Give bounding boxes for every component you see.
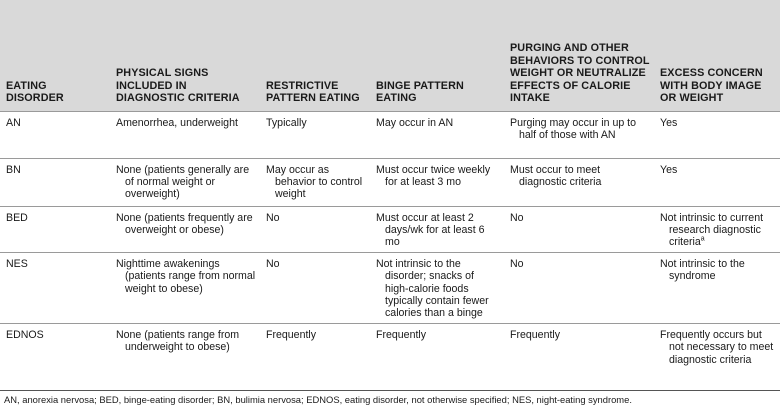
header-purging-behaviors: PURGING AND OTHER BEHAVIORS TO CONTROL WEIGHT OR NEUTRALIZE EFFECTS OF CALORIE INTAKE: [504, 0, 654, 111]
cell-restrictive: No: [260, 253, 370, 324]
cell-purging: Must occur to meet diagnostic criteria: [504, 158, 654, 206]
cell-binge: Must occur twice weekly for at least 3 mo: [370, 158, 504, 206]
cell-purging: Purging may occur in up to half of those with AN: [504, 111, 654, 158]
header-restrictive-pattern: RESTRICTIVE PATTERN EATING: [260, 0, 370, 111]
cell-body-image: Frequently occurs but not necessary to meet diagnostic criteria: [654, 324, 780, 391]
table-row: [0, 111, 780, 158]
cell-physical-signs: Nighttime awakenings (patients range from normal weight to obese): [110, 253, 260, 324]
cell-body-image: Not intrinsic to current research diagnostic criteria$^a$: [654, 206, 780, 253]
cell-body-image: Yes: [654, 158, 780, 206]
table-row: [0, 324, 780, 391]
header-row: [0, 0, 780, 111]
cell-restrictive: No: [260, 206, 370, 253]
cell-physical-signs: None (patients frequently are overweight or obese): [110, 206, 260, 253]
cell-restrictive: Typically: [260, 111, 370, 158]
cell-binge: Must occur at least 2 days/wk for at least 6 mo: [370, 206, 504, 253]
cell-binge: Frequently: [370, 324, 504, 391]
header-body-image-concern: EXCESS CONCERN WITH BODY IMAGE OR WEIGHT: [654, 0, 780, 111]
header-physical-signs: PHYSICAL SIGNS INCLUDED IN DIAGNOSTIC CRITERIA: [110, 0, 260, 111]
table-row: [0, 253, 780, 324]
cell-purging: No: [504, 253, 654, 324]
header-binge-pattern: BINGE PATTERN EATING: [370, 0, 504, 111]
cell-binge: May occur in AN: [370, 111, 504, 158]
footnote-marker: a: [700, 235, 705, 243]
table-footnote: AN, anorexia nervosa; BED, binge-eating disorder; BN, bulimia nervosa; EDNOS, eating disorder, not otherwise specified; NES, night-eating syndrome.: [4, 394, 632, 405]
cell-disorder: AN: [0, 111, 110, 158]
header-eating-disorder: EATING DISORDER: [0, 0, 110, 111]
cell-disorder: BN: [0, 158, 110, 206]
cell-purging: No: [504, 206, 654, 253]
cell-physical-signs: None (patients range from underweight to obese): [110, 324, 260, 391]
cell-disorder: BED: [0, 206, 110, 253]
cell-physical-signs: None (patients generally are of normal weight or overweight): [110, 158, 260, 206]
cell-physical-signs: Amenorrhea, underweight: [110, 111, 260, 158]
cell-body-image: Yes: [654, 111, 780, 158]
cell-disorder: EDNOS: [0, 324, 110, 391]
cell-body-image: Not intrinsic to the syndrome: [654, 253, 780, 324]
table-row: [0, 158, 780, 206]
cell-restrictive: Frequently: [260, 324, 370, 391]
cell-disorder: NES: [0, 253, 110, 324]
cell-purging: Frequently: [504, 324, 654, 391]
cell-binge: Not intrinsic to the disorder; snacks of high-calorie foods typically contain fewer calories than a binge: [370, 253, 504, 324]
table-row: [0, 206, 780, 253]
cell-restrictive: May occur as behavior to control weight: [260, 158, 370, 206]
